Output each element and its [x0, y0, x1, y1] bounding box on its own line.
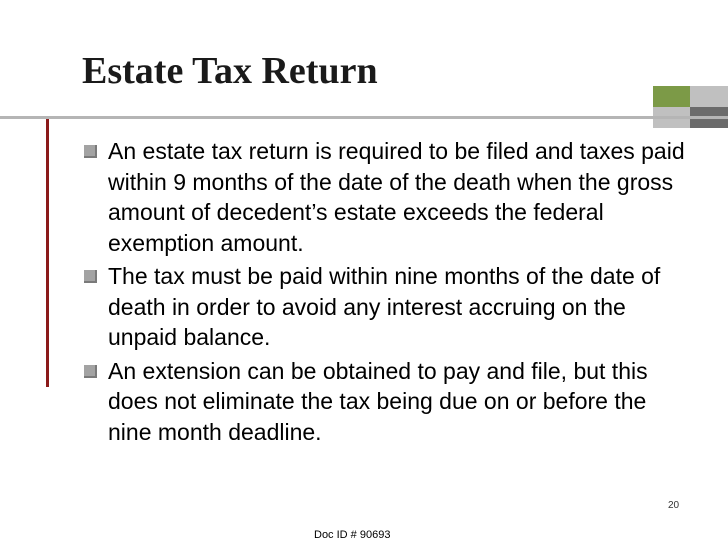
side-accent-rule: [46, 119, 49, 387]
bullet-text: An estate tax return is required to be filed and taxes paid within 9 months of the date of the death when the gross amount of decedent’s estate exceeds the federal exemption amount.: [108, 138, 685, 256]
bullet-item: [84, 261, 696, 353]
bullet-item: [84, 356, 696, 448]
title-divider: [0, 116, 728, 119]
square-bullet-icon: [84, 270, 97, 283]
bullet-text: The tax must be paid within nine months of the date of death in order to avoid any interest accruing on the unpaid balance.: [108, 263, 661, 350]
bullet-text: An extension can be obtained to pay and file, but this does not eliminate the tax being due on or before the nine month deadline.: [108, 357, 648, 445]
page-number: 20: [668, 500, 680, 511]
square-bullet-icon: [84, 145, 97, 158]
square-bullet-icon: [84, 365, 97, 378]
accent-square-green: [653, 86, 691, 107]
accent-square-light-gray: [690, 86, 728, 107]
bullet-list: [84, 136, 696, 450]
doc-id: Doc ID # 90693: [314, 529, 391, 541]
slide-title: Estate Tax Return: [82, 50, 378, 92]
bullet-item: [84, 136, 696, 258]
